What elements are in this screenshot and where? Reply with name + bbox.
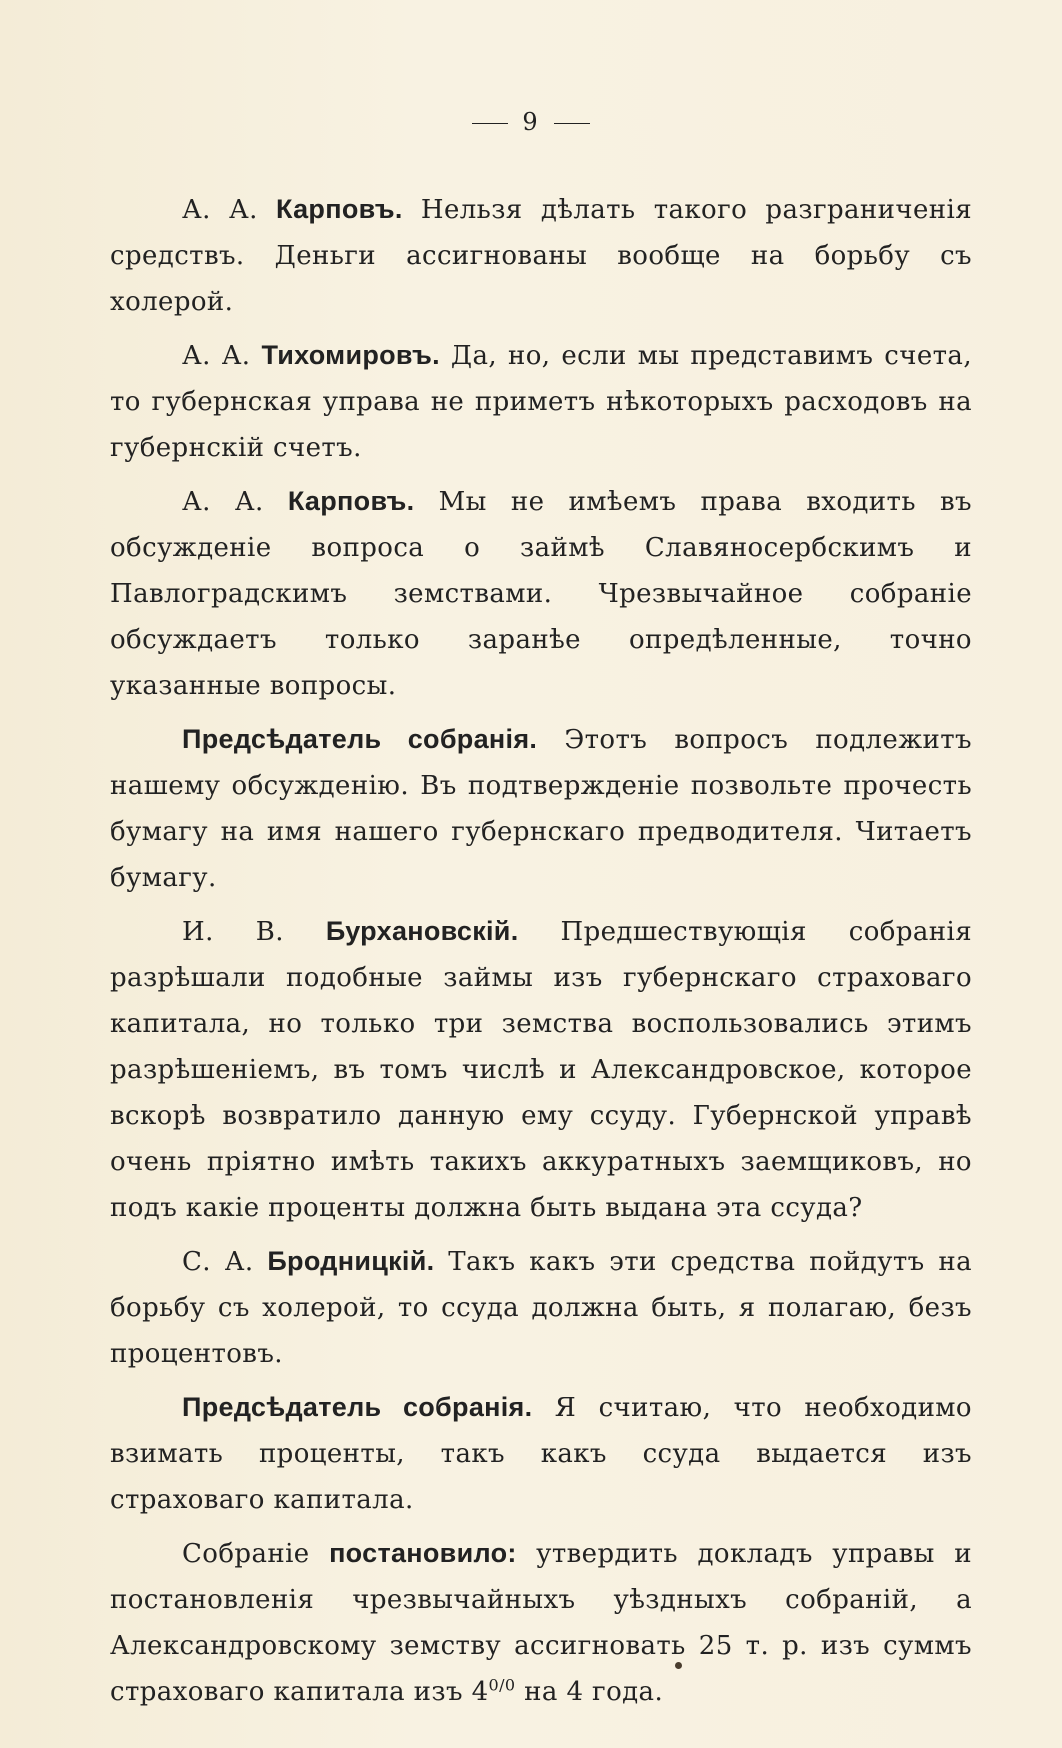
percent-sign: 0/0 xyxy=(488,1675,516,1695)
resolution-keyword: постановило: xyxy=(329,1538,517,1568)
paragraph-text: Этотъ вопросъ подлежитъ нашему обсужденію. Въ подтвержденіе позвольте прочесть бумагу на имя нашего губернскаго предводителя. Читаетъ бумагу. xyxy=(110,725,972,893)
speaker-initials: А. А. xyxy=(182,195,258,225)
paragraph-text: Мы не имѣемъ права входить въ обсужденіе вопроса о займѣ Славяносербскимъ и Павлоградскимъ земствами. Чрезвычайное собраніе обсуждаетъ только заранѣе опредѣленные, точно указанные вопросы. xyxy=(110,487,972,701)
paragraph-chairman-1 xyxy=(110,716,972,901)
paragraph-text: Нельзя дѣлать такого разграниченія средствъ. Деньги ассигнованы вообще на борьбу съ холерой. xyxy=(110,195,972,317)
resolution-lead: Собраніе xyxy=(182,1539,310,1569)
paragraph-brodnitsky xyxy=(110,1238,972,1377)
page-number-dash-left xyxy=(472,123,508,124)
paragraph-text: Я считаю, что необходимо взимать проценты, такъ какъ ссуда выдается изъ страховаго капитала. xyxy=(110,1393,972,1515)
speaker-name: Карповъ. xyxy=(287,486,415,516)
speaker-name: Предсѣдатель собранія. xyxy=(182,724,538,754)
page-number-value: 9 xyxy=(522,108,540,136)
speaker-initials: С. А. xyxy=(182,1247,254,1277)
speaker-name: Тихомировъ. xyxy=(261,340,440,370)
paragraph-resolution xyxy=(110,1530,972,1715)
paragraph-text: Такъ какъ эти средства пойдутъ на борьбу съ холерой, то ссуда должна быть, я полагаю, безъ процентовъ. xyxy=(110,1247,972,1369)
resolution-text: утвердить докладъ управы и постановленія чрезвычайныхъ уѣздныхъ собраній, а Александровскому земству ассигновать 25 т. р. изъ суммъ страховаго капитала изъ 4 xyxy=(110,1539,972,1707)
paragraph-burkhanovsky xyxy=(110,908,972,1231)
paragraph-text: Предшествующія собранія разрѣшали подобные займы изъ губернскаго страховаго капитала, но только три земства воспользовались этимъ разрѣшеніемъ, въ томъ числѣ и Александровское, которое вскорѣ возвратило данную ему ссуду. Губернской управѣ очень пріятно имѣть такихъ аккуратныхъ заемщиковъ, но подъ какіе проценты должна быть выдана эта ссуда? xyxy=(110,917,973,1223)
speaker-initials: И. В. xyxy=(182,917,284,947)
speaker-initials: А. А. xyxy=(182,487,264,517)
page-number-dash-right xyxy=(554,123,590,124)
paragraph-tikhomirov xyxy=(110,332,972,471)
speaker-initials: А. А. xyxy=(182,341,251,371)
paragraph-chairman-2 xyxy=(110,1384,972,1523)
speaker-name: Предсѣдатель собранія. xyxy=(182,1392,533,1422)
paragraph-karpov-1 xyxy=(110,186,972,325)
body-text xyxy=(110,186,972,1722)
speaker-name: Карповъ. xyxy=(276,194,403,224)
paragraph-karpov-2 xyxy=(110,478,972,709)
paragraph-text: Да, но, если мы представимъ счета, то губернская управа не приметъ нѣкоторыхъ расходовъ на губернскій счетъ. xyxy=(110,341,972,463)
resolution-text-end: на 4 года. xyxy=(524,1677,664,1707)
speaker-name: Бродницкій. xyxy=(267,1246,435,1276)
page-number xyxy=(0,108,1062,136)
speaker-name: Бурхановскій. xyxy=(325,916,519,946)
ink-speck xyxy=(675,1662,682,1669)
